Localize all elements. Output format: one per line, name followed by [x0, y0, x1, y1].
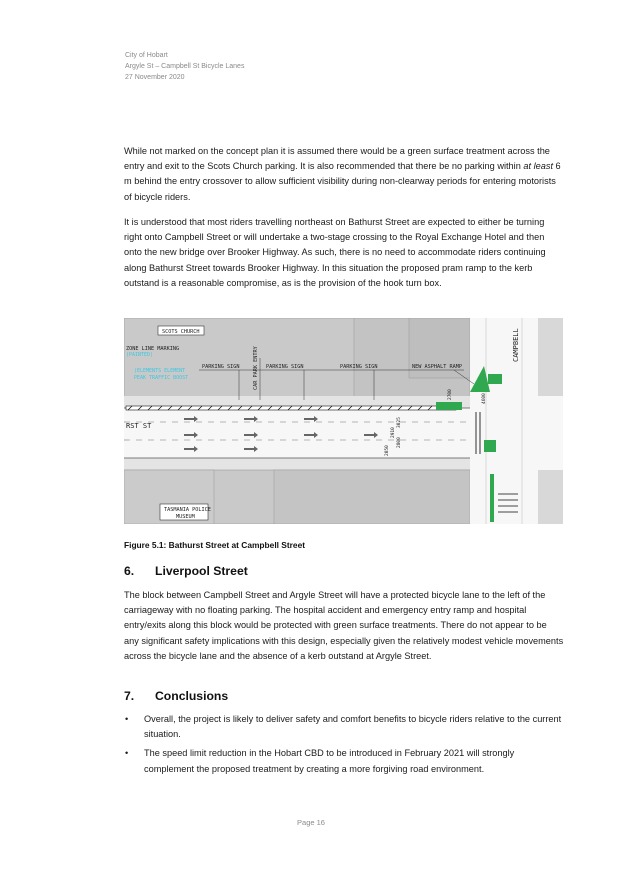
label-zone-line-sub: (PAINTED) — [126, 352, 154, 358]
label-street: RST ST — [126, 422, 152, 430]
green-hook-turn-box — [484, 440, 496, 452]
label-cyan-line1: (ELEMENTS ELEMENT — [134, 368, 186, 374]
figure-bathurst-campbell-plan — [124, 318, 563, 524]
label-new-asphalt-ramp: NEW ASPHALT RAMP — [412, 364, 462, 370]
section-heading-liverpool: 6. Liverpool Street — [124, 564, 248, 578]
label-zone-line: ZONE LINE MARKING — [126, 346, 180, 352]
conclusions-list — [124, 712, 564, 781]
list-item: • The speed limit reduction in the Hobart CBD to be introduced in February 2021 will strongly complement the proposed treatment by creating a more forgiving road environment. — [125, 748, 515, 774]
label-dim-3025: 3025 — [397, 417, 402, 428]
label-scots-church: SCOTS CHURCH — [162, 329, 200, 335]
label-parking-sign-3: PARKING SIGN — [340, 364, 378, 370]
label-cyan-line2: PEAK TRAFFIC BOOST — [134, 375, 189, 381]
label-dim-2800: 2800 — [397, 437, 402, 448]
label-campbell: CAMPBELL — [512, 328, 520, 362]
bullet-icon: • — [125, 714, 129, 724]
paragraph-liverpool: The block between Campbell Street and Argyle Street will have a protected bicycle lane to the left of the carriageway with no floating parking. The hospital accident and emergency entry ramp and hospital entry/exits along this block would be protected with green surface treatments. There do not appear to be any significant safety implications with this design, especially given the relatively modest vehicle movements across the bicycle lane and the absence of a kerb outstand at Argyle Street. — [124, 590, 564, 661]
bullet-icon: • — [125, 748, 129, 759]
figure-caption: Figure 5.1: Bathurst Street at Campbell Street — [124, 540, 306, 550]
label-dim-2700: 2700 — [448, 389, 453, 400]
label-dim-2050: 2050 — [385, 445, 390, 456]
list-item: • Overall, the project is likely to deliver safety and comfort benefits to bicycle riders relative to the current situation. — [125, 714, 562, 740]
label-car-park-entry: CAR PARK ENTRY — [253, 346, 259, 390]
label-police-museum-1: TASMANIA POLICE — [164, 507, 211, 513]
label-police-museum-2: MUSEUM — [176, 514, 195, 520]
header-date: 27 November 2020 — [125, 74, 185, 81]
label-dim-2910: 2910 — [391, 427, 396, 438]
section-heading-conclusions: 7. Conclusions — [124, 689, 229, 703]
label-parking-sign-2: PARKING SIGN — [266, 364, 304, 370]
paragraph-green-surface: While not marked on the concept plan it is assumed there would be a green surface treatment across the entry and exit to the Scots Church parking. It is also recommended that there be no parking within at least 6 m behind the entry crossover to allow sufficient visibility during non-clearway periods for entering motorists of bicycle riders. — [124, 146, 561, 202]
header-project: Argyle St – Campbell St Bicycle Lanes — [125, 63, 245, 70]
page-number: Page 16 — [297, 818, 325, 827]
green-surface-north — [436, 402, 462, 410]
label-parking-sign-1: PARKING SIGN — [202, 364, 240, 370]
paragraph-riders-northeast: It is understood that most riders travelling northeast on Bathurst Street are expected to either be turning right onto Campbell Street or will undertake a two-stage crossing to the Royal Exchange Hotel and then onto the new bridge over Brooker Highway. As such, there is no need to accommodate riders continuing along Bathurst Street towards Brooker Highway. In this situation the proposed pram ramp to the kerb outstand is a reasonable compromise, as is the provision of the hook turn box. — [124, 217, 546, 288]
document-header — [125, 50, 244, 83]
header-organisation: City of Hobart — [125, 52, 168, 59]
label-dim-4600: 4600 — [482, 393, 487, 404]
